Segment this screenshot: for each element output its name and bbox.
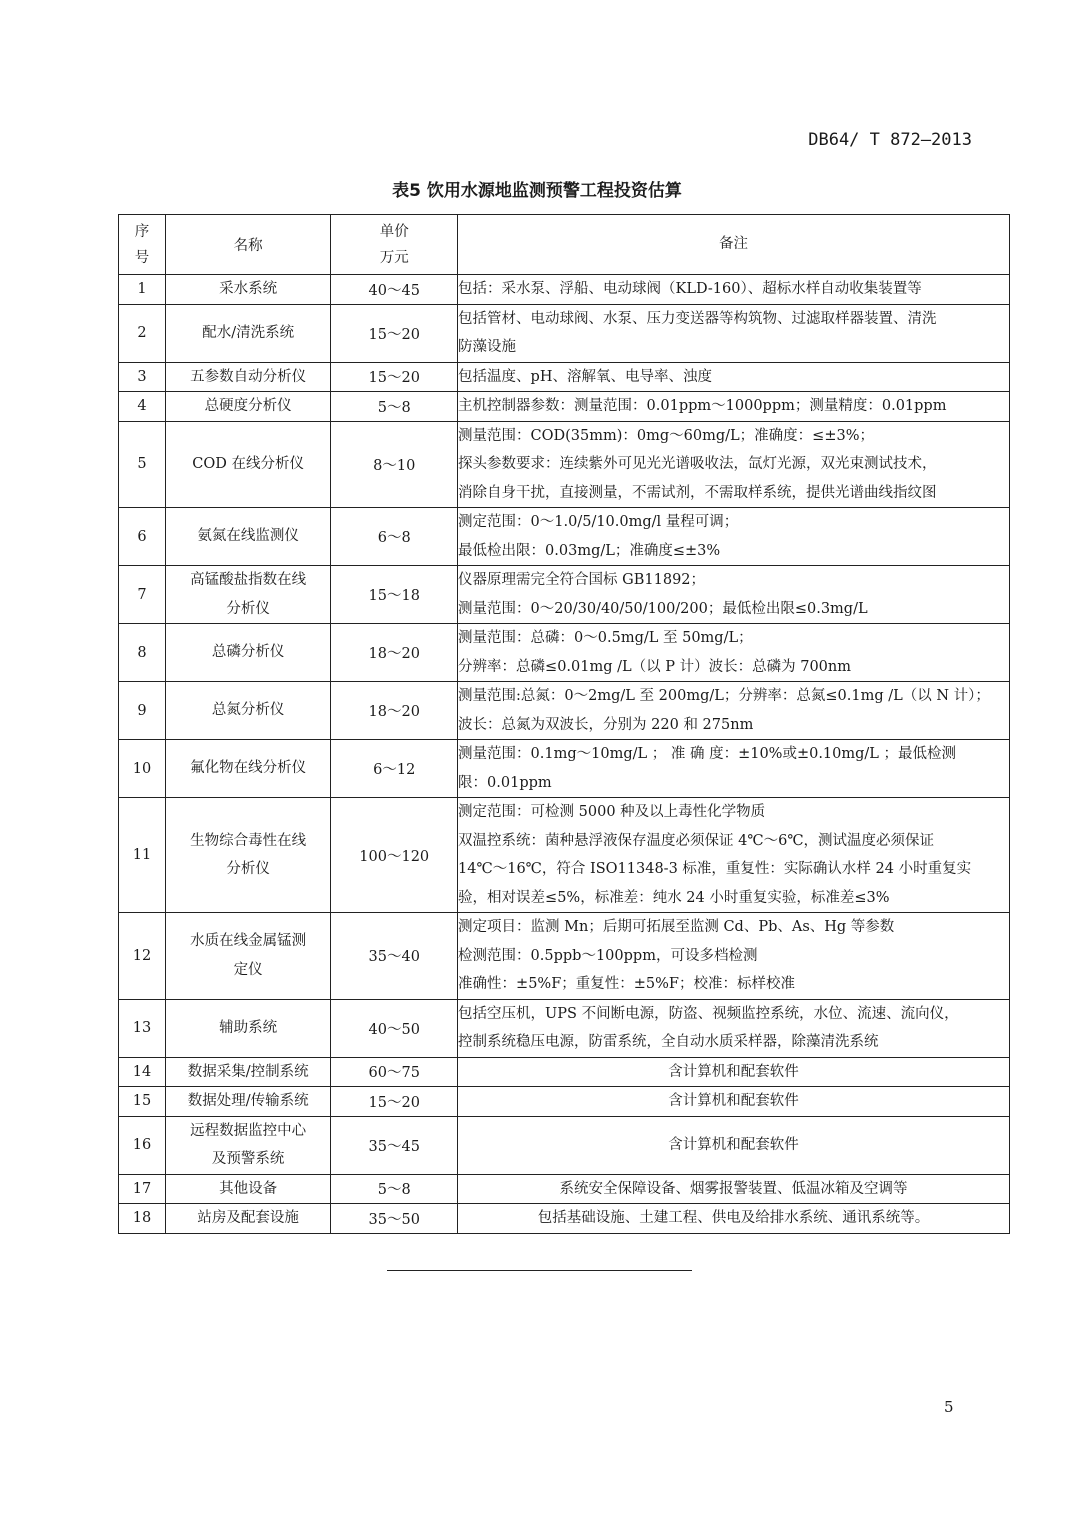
remarks xyxy=(458,1087,1010,1117)
header-price-line2: 万元 xyxy=(379,249,409,266)
remarks xyxy=(458,362,1010,392)
row-number: 4 xyxy=(119,392,166,422)
remarks-line: 包括：采水泵、浮船、电动球阀（KLD-160）、超标水样自动收集装置等 xyxy=(458,281,922,297)
item-name xyxy=(165,304,331,362)
row-number: 7 xyxy=(119,566,166,624)
unit-price: 60～75 xyxy=(331,1057,458,1087)
remarks-line: 验，相对误差≤5%，标准差：纯水 24 小时重复实验，标准差≤3% xyxy=(458,889,890,906)
remarks xyxy=(458,275,1010,305)
remarks-line: 14℃～16℃，符合 ISO11348-3 标准，重复性：实际确认水样 24 小时重复实 xyxy=(458,861,972,877)
remarks-line: 含计算机和配套软件 xyxy=(668,1063,799,1080)
item-name-line: 配水/清洗系统 xyxy=(202,324,295,341)
table-row xyxy=(119,624,1010,682)
item-name xyxy=(165,1087,331,1117)
item-name xyxy=(165,682,331,740)
row-number: 17 xyxy=(119,1174,166,1204)
table-body xyxy=(119,215,1010,1234)
item-name-line: 分析仪 xyxy=(226,861,270,877)
item-name xyxy=(165,1204,331,1234)
row-number: 2 xyxy=(119,304,166,362)
table-row xyxy=(119,275,1010,305)
header-no xyxy=(119,215,166,275)
item-name-line: 分析仪 xyxy=(226,600,270,617)
remarks xyxy=(458,913,1010,1000)
unit-price: 35～40 xyxy=(331,913,458,1000)
table-title: 表5 饮用水源地监测预警工程投资估算 xyxy=(392,181,682,201)
remarks-line: 测量范围:总氮：0～2mg/L 至 200mg/L；分辨率：总氮≤0.1mg /L（以 N 计）； xyxy=(458,688,990,704)
item-name-line: 总氮分析仪 xyxy=(211,702,285,719)
item-name xyxy=(165,362,331,392)
row-number: 9 xyxy=(119,682,166,740)
row-number: 18 xyxy=(119,1204,166,1234)
row-number: 8 xyxy=(119,624,166,682)
table-row xyxy=(119,1204,1010,1234)
item-name-line: 数据处理/传输系统 xyxy=(187,1093,309,1109)
item-name xyxy=(165,275,331,305)
remarks-line: 消除自身干扰，直接测量，不需试剂，不需取样系统，提供光谱曲线指纹图 xyxy=(458,484,937,501)
item-name xyxy=(165,798,331,913)
remarks-line: 双温控系统：菌种悬浮液保存温度必须保证 4℃～6℃，测试温度必须保证 xyxy=(458,832,935,849)
unit-price: 15～20 xyxy=(331,1087,458,1117)
table-row xyxy=(119,1174,1010,1204)
item-name-line: 辅助系统 xyxy=(219,1019,278,1036)
unit-price: 15～20 xyxy=(331,362,458,392)
item-name-line: 远程数据监控中心 xyxy=(190,1122,307,1139)
row-number: 1 xyxy=(119,275,166,305)
item-name-line: 水质在线金属锰测 xyxy=(190,933,307,950)
item-name xyxy=(165,392,331,422)
remarks-line: 包括基础设施、土建工程、供电及给排水系统、通讯系统等。 xyxy=(537,1210,930,1226)
remarks-line: 测定项目：监测 Mn；后期可拓展至监测 Cd、Pb、As、Hg 等参数 xyxy=(458,919,895,935)
remarks-line: 包括管材、电动球阀、水泵、压力变送器等构筑物、过滤取样器装置、清洗 xyxy=(458,310,937,327)
table-row xyxy=(119,913,1010,1000)
remarks xyxy=(458,740,1010,798)
row-number: 6 xyxy=(119,508,166,566)
remarks-line: 探头参数要求：连续紫外可见光光谱吸收法，氙灯光源，双光束测试技术， xyxy=(458,456,937,472)
header-note: 备注 xyxy=(458,215,1010,275)
item-name-line: 定仪 xyxy=(233,961,263,978)
remarks-line: 包括温度、pH、溶解氧、电导率、浊度 xyxy=(458,368,712,385)
row-number: 13 xyxy=(119,999,166,1057)
table-row xyxy=(119,798,1010,913)
remarks-line: 测量范围：总磷：0～0.5mg/L 至 50mg/L； xyxy=(458,630,753,646)
item-name-line: 数据采集/控制系统 xyxy=(187,1063,309,1080)
unit-price: 6～8 xyxy=(331,508,458,566)
document-code: DB64/ T 872—2013 xyxy=(808,130,972,150)
table-row xyxy=(119,1087,1010,1117)
unit-price: 6～12 xyxy=(331,740,458,798)
remarks xyxy=(458,1204,1010,1234)
remarks xyxy=(458,421,1010,508)
end-rule xyxy=(387,1270,692,1271)
table-row xyxy=(119,566,1010,624)
row-number: 16 xyxy=(119,1116,166,1174)
remarks xyxy=(458,682,1010,740)
item-name xyxy=(165,1116,331,1174)
remarks-line: 仪器原理需完全符合国标 GB11892； xyxy=(458,572,706,588)
table-row xyxy=(119,1057,1010,1087)
item-name xyxy=(165,740,331,798)
remarks-line: 检测范围：0.5ppb～100ppm，可设多档检测 xyxy=(458,947,758,964)
item-name-line: 生物综合毒性在线 xyxy=(190,832,307,849)
unit-price: 100～120 xyxy=(331,798,458,913)
remarks-line: 防藻设施 xyxy=(458,339,517,355)
remarks xyxy=(458,999,1010,1057)
remarks-line: 测定范围：可检测 5000 种及以上毒性化学物质 xyxy=(458,804,766,820)
unit-price: 8～10 xyxy=(331,421,458,508)
header-price-line1: 单价 xyxy=(379,223,409,240)
remarks xyxy=(458,798,1010,913)
unit-price: 40～50 xyxy=(331,999,458,1057)
remarks-line: 波长：总氮为双波长，分别为 220 和 275nm xyxy=(458,716,754,733)
remarks-line: 限：0.01ppm xyxy=(458,774,552,791)
table-row xyxy=(119,421,1010,508)
table-row xyxy=(119,304,1010,362)
unit-price: 15～18 xyxy=(331,566,458,624)
remarks-line: 含计算机和配套软件 xyxy=(668,1093,799,1109)
remarks-line: 最低检出限：0.03mg/L；准确度≤±3% xyxy=(458,542,721,559)
header-price xyxy=(331,215,458,275)
table-row xyxy=(119,362,1010,392)
item-name xyxy=(165,566,331,624)
unit-price: 18～20 xyxy=(331,624,458,682)
remarks-line: 分辨率：总磷≤0.01mg /L（以 P 计）波长：总磷为 700nm xyxy=(458,658,851,675)
item-name-line: 站房及配套设施 xyxy=(197,1210,299,1226)
table-row xyxy=(119,1116,1010,1174)
unit-price: 35～50 xyxy=(331,1204,458,1234)
remarks-line: 含计算机和配套软件 xyxy=(668,1136,799,1153)
table-row xyxy=(119,508,1010,566)
remarks xyxy=(458,508,1010,566)
remarks xyxy=(458,304,1010,362)
item-name xyxy=(165,624,331,682)
remarks-line: 测量范围：COD(35mm)：0mg～60mg/L；准确度：≤±3%； xyxy=(458,427,874,444)
investment-table xyxy=(118,214,1010,1234)
remarks xyxy=(458,624,1010,682)
remarks xyxy=(458,1057,1010,1087)
unit-price: 5～8 xyxy=(331,392,458,422)
table-header-row xyxy=(119,215,1010,275)
item-name xyxy=(165,1057,331,1087)
item-name xyxy=(165,508,331,566)
header-no-line2: 号 xyxy=(134,249,150,266)
unit-price: 18～20 xyxy=(331,682,458,740)
item-name xyxy=(165,999,331,1057)
unit-price: 40～45 xyxy=(331,275,458,305)
remarks xyxy=(458,1174,1010,1204)
item-name xyxy=(165,1174,331,1204)
item-name xyxy=(165,421,331,508)
remarks-line: 准确性：±5%F；重复性：±5%F；校准：标样校准 xyxy=(458,976,795,992)
item-name-line: 高锰酸盐指数在线 xyxy=(190,572,307,588)
row-number: 10 xyxy=(119,740,166,798)
table-row xyxy=(119,392,1010,422)
item-name-line: 氟化物在线分析仪 xyxy=(190,760,307,777)
table-row xyxy=(119,682,1010,740)
row-number: 5 xyxy=(119,421,166,508)
remarks-line: 控制系统稳压电源，防雷系统，全自动水质采样器，除藻清洗系统 xyxy=(458,1034,879,1050)
item-name-line: 总硬度分析仪 xyxy=(204,398,292,414)
remarks xyxy=(458,566,1010,624)
row-number: 11 xyxy=(119,798,166,913)
item-name-line: 其他设备 xyxy=(219,1180,278,1197)
row-number: 12 xyxy=(119,913,166,1000)
remarks xyxy=(458,392,1010,422)
item-name-line: 总磷分析仪 xyxy=(211,644,285,661)
item-name-line: 及预警系统 xyxy=(211,1151,285,1167)
remarks-line: 系统安全保障设备、烟雾报警装置、低温冰箱及空调等 xyxy=(559,1180,908,1197)
item-name-line: COD 在线分析仪 xyxy=(192,456,304,472)
row-number: 3 xyxy=(119,362,166,392)
remarks-line: 主机控制器参数：测量范围：0.01ppm～1000ppm；测量精度：0.01ppm xyxy=(458,398,947,414)
table-row xyxy=(119,999,1010,1057)
header-no-line1: 序 xyxy=(134,223,150,240)
page-number: 5 xyxy=(944,1398,954,1416)
remarks-line: 测量范围：0.1mg～10mg/L ； 准 确 度：±10%或±0.10mg/L ；最低检测 xyxy=(458,746,957,762)
remarks xyxy=(458,1116,1010,1174)
table-row xyxy=(119,740,1010,798)
item-name xyxy=(165,913,331,1000)
unit-price: 35～45 xyxy=(331,1116,458,1174)
remarks-line: 测量范围：0～20/30/40/50/100/200；最低检出限≤0.3mg/L xyxy=(458,600,868,617)
item-name-line: 五参数自动分析仪 xyxy=(190,368,307,385)
item-name-line: 氨氮在线监测仪 xyxy=(197,528,299,545)
unit-price: 5～8 xyxy=(331,1174,458,1204)
row-number: 15 xyxy=(119,1087,166,1117)
header-name: 名称 xyxy=(165,215,331,275)
item-name-line: 采水系统 xyxy=(219,281,278,297)
row-number: 14 xyxy=(119,1057,166,1087)
remarks-line: 包括空压机，UPS 不间断电源，防盗、视频监控系统，水位、流速、流向仪， xyxy=(458,1005,959,1022)
unit-price: 15～20 xyxy=(331,304,458,362)
remarks-line: 测定范围：0～1.0/5/10.0mg/l 量程可调； xyxy=(458,514,739,530)
